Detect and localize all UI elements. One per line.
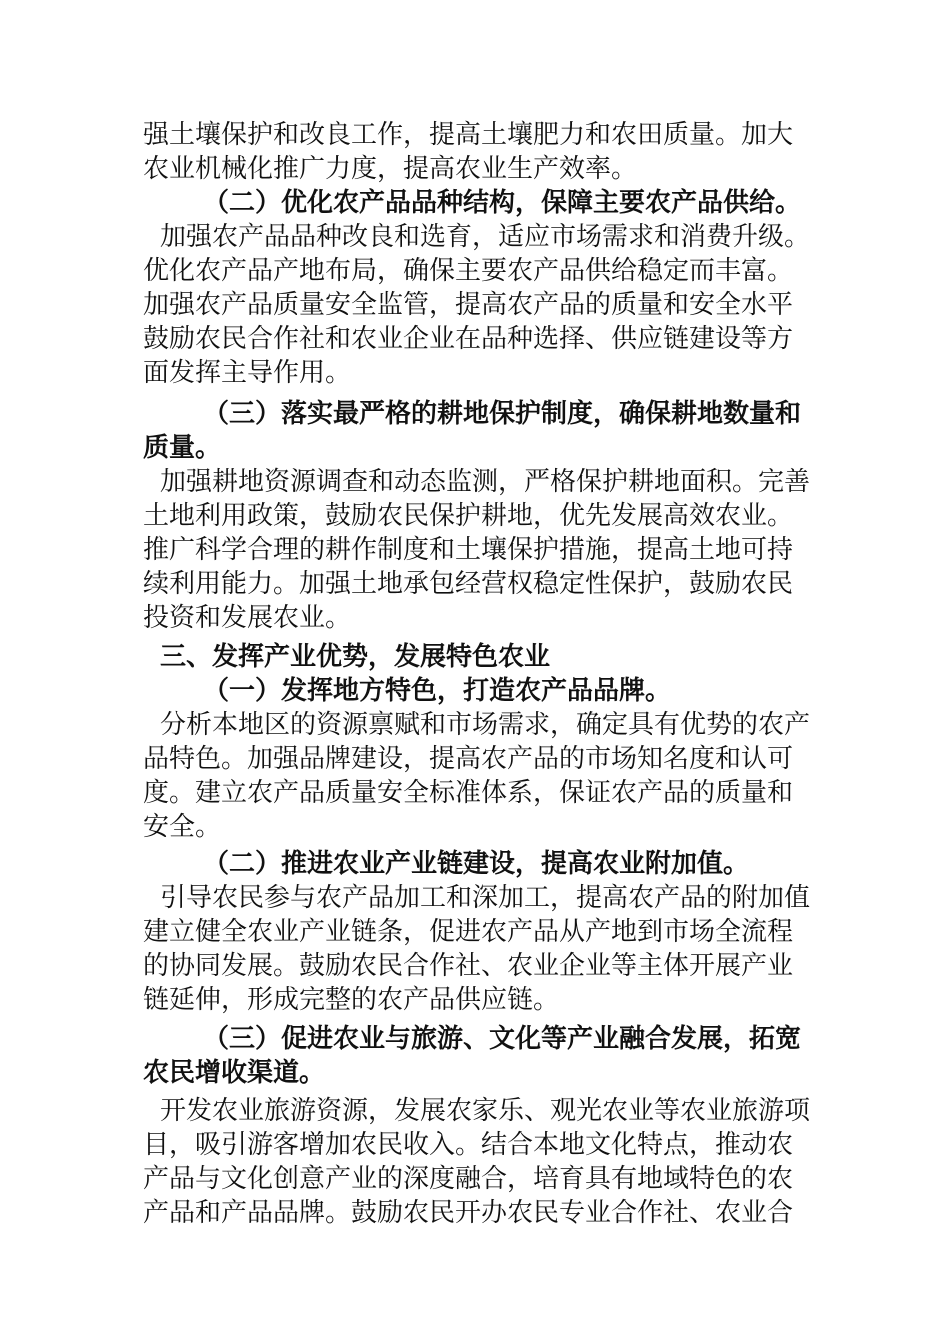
- body-line: 加强耕地资源调查和动态监测，严格保护耕地面积。完善: [160, 467, 811, 497]
- body-line: 分析本地区的资源禀赋和市场需求，确定具有优势的农产: [160, 710, 811, 740]
- body-line: 安全。: [143, 812, 222, 842]
- section-heading: 三、发挥产业优势，发展特色农业: [160, 642, 551, 672]
- body-line: 引导农民参与农产品加工和深加工，提高农产品的附加值: [160, 883, 811, 913]
- body-line: 农业机械化推广力度，提高农业生产效率。: [143, 154, 638, 184]
- body-line: 优化农产品产地布局，确保主要农产品供给稳定而丰富。: [143, 256, 794, 286]
- body-line: 面发挥主导作用。: [143, 358, 352, 388]
- body-line: 推广科学合理的耕作制度和土壤保护措施，提高土地可持: [143, 535, 794, 565]
- body-line: 度。建立农产品质量安全标准体系，保证农产品的质量和: [143, 778, 794, 808]
- body-line: 续利用能力。加强土地承包经营权稳定性保护，鼓励农民: [143, 569, 794, 599]
- subsection-heading-cont: 农民增收渠道。: [143, 1058, 326, 1088]
- body-line: 加强农产品质量安全监管，提高农产品的质量和安全水平: [143, 290, 794, 320]
- body-line: 加强农产品品种改良和选育，适应市场需求和消费升级。: [160, 222, 811, 252]
- body-line: 投资和发展农业。: [143, 603, 352, 633]
- body-line: 产品与文化创意产业的深度融合，培育具有地域特色的农: [143, 1164, 794, 1194]
- body-line: 强土壤保护和改良工作，提高土壤肥力和农田质量。加大: [143, 120, 794, 150]
- subsection-heading-cont: 质量。: [143, 433, 222, 463]
- body-line: 目，吸引游客增加农民收入。结合本地文化特点，推动农: [143, 1130, 794, 1160]
- subsection-heading: （三）落实最严格的耕地保护制度，确保耕地数量和: [203, 399, 802, 429]
- subsection-heading: （一）发挥地方特色，打造农产品品牌。: [203, 676, 672, 706]
- body-line: 品特色。加强品牌建设，提高农产品的市场知名度和认可: [143, 744, 794, 774]
- body-line: 产品和产品品牌。鼓励农民开办农民专业合作社、农业合: [143, 1198, 794, 1228]
- body-line: 土地利用政策，鼓励农民保护耕地，优先发展高效农业。: [143, 501, 794, 531]
- body-line: 开发农业旅游资源，发展农家乐、观光农业等农业旅游项: [160, 1096, 811, 1126]
- body-line: 的协同发展。鼓励农民合作社、农业企业等主体开展产业: [143, 951, 794, 981]
- body-line: 链延伸，形成完整的农产品供应链。: [143, 985, 560, 1015]
- subsection-heading: （二）优化农产品品种结构，保障主要农产品供给。: [203, 188, 802, 218]
- body-line: 建立健全农业产业链条，促进农产品从产地到市场全流程: [143, 917, 794, 947]
- subsection-heading: （二）推进农业产业链建设，提高农业附加值。: [203, 849, 750, 879]
- subsection-heading: （三）促进农业与旅游、文化等产业融合发展，拓宽: [203, 1024, 802, 1054]
- body-line: 鼓励农民合作社和农业企业在品种选择、供应链建设等方: [143, 324, 794, 354]
